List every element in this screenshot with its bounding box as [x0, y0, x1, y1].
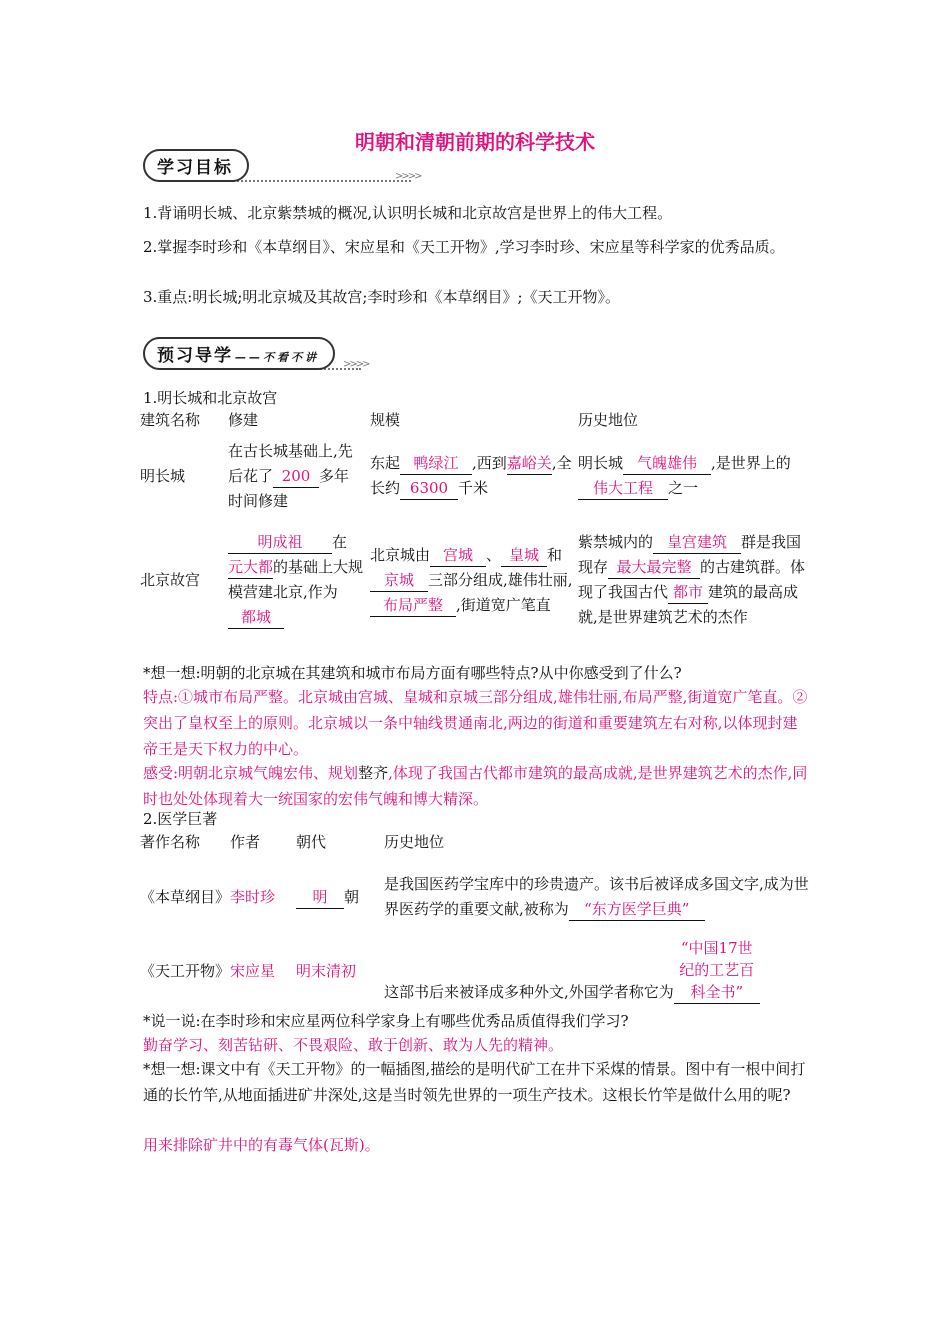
badge-arrows-icon: >>>>	[395, 171, 421, 182]
think2-question: *想一想:课文中有《天工开物》的一幅插图,描绘的是明代矿工在井下采煤的情景。图中有一根中间打通的长竹竿,从地面插进矿井深处,这是当时领先世界的一项生产技术。这根长竹竿是做什么用的呢?	[143, 1060, 806, 1104]
say-question: *说一说:在李时珍和宋应星两位科学家身上有哪些优秀品质值得我们学习?	[143, 1012, 629, 1030]
cell-name: 明长城	[140, 466, 186, 485]
cell-scale: 北京城由 宫城 、 皇城 和京城 三部分组成,雄伟壮丽,布局严整 ,街道宽广笔直	[370, 517, 578, 643]
badge-arrows-icon: >>>>	[343, 359, 369, 370]
section-badge-goals	[143, 148, 433, 182]
goal-item: 2.掌握李时珍和《本草纲目》、宋应星和《天工开物》,学习李时珍、宋应星等科学家的优秀品质。	[143, 238, 785, 256]
page-title: 明朝和清朝前期的科学技术	[355, 130, 595, 154]
table-row	[140, 435, 812, 517]
table-header-row	[140, 830, 812, 857]
col-header: 朝代	[296, 833, 327, 851]
think-question: *想一想:明朝的北京城在其建筑和城市布局方面有哪些特点?从中你感受到了什么?	[143, 664, 682, 682]
part-heading: 2.医学巨著	[143, 810, 218, 828]
table-header-row	[140, 408, 812, 435]
cell-scale: 东起 鸭绿江 ,西到嘉峪关,全长约 6300 千米	[370, 435, 578, 517]
cell-status: 紫禁城内的 皇宫建筑 群是我国现存 最大最完整 的古建筑群。体现了我国古代 都市 建筑的最高成就,是世界建筑艺术的杰作	[578, 533, 806, 626]
cell-status: 是我国医药学宝库中的珍贵遗产。该书后被译成多国文字,成为世界医药学的重要文献,被称为 “东方医学巨典”	[384, 857, 812, 937]
table-row	[140, 937, 812, 1005]
cell-build: 在古长城基础上,先后花了 200 多年时间修建	[228, 441, 353, 510]
say-answer: 勤奋学习、刻苦钻研、不畏艰险、敢于创新、敢为人先的精神。	[143, 1036, 564, 1054]
goal-item: 1.背诵明长城、北京紫禁城的概况,认识明长城和北京故宫是世界上的伟大工程。	[143, 204, 673, 222]
cell-dynasty: 明末清初	[296, 961, 357, 980]
cell-name: 《天工开物》	[140, 961, 231, 980]
think-answer: 特点:①城市布局严整。北京城由宫城、皇城和京城三部分组成,雄伟壮丽,布局严整,街道宽广笔直。②突出了皇权至上的原则。北京城以一条中轴线贯通南北,两边的街道和重要建筑左右对称,以体现封建帝王是天下权力的中心。	[143, 688, 808, 758]
col-header: 历史地位	[578, 411, 639, 429]
badge-label: 学习目标	[143, 149, 249, 182]
goal-item: 3.重点:明长城;明北京城及其故宫;李时珍和《本草纲目》;《天工开物》。	[143, 288, 621, 306]
cell-dynasty: 明 朝	[296, 857, 384, 937]
cell-author: 宋应星	[230, 961, 276, 980]
col-header: 历史地位	[384, 833, 445, 851]
col-header: 规模	[370, 411, 401, 429]
cell-name: 北京故宫	[140, 570, 201, 589]
medicine-table	[140, 830, 812, 1005]
part-heading: 1.明长城和北京故宫	[143, 389, 278, 407]
think2-answer: 用来排除矿井中的有毒气体(瓦斯)。	[143, 1136, 380, 1154]
badge-label: 预习导学 ——不看不讲	[143, 337, 335, 370]
section-badge-preview	[143, 336, 433, 370]
table-row	[140, 517, 812, 643]
cell-status: 这部书后来被译成多种外文,外国学者称它为“中国17世纪的工艺百科全书”	[384, 937, 812, 1005]
col-header: 著作名称	[140, 833, 201, 851]
think-answer-feeling: 感受:明朝北京城气魄宏伟、规划整齐,体现了我国古代都市建筑的最高成就,是世界建筑艺术的杰作,同时也处处体现着大一统国家的宏伟气魄和博大精深。	[143, 764, 808, 808]
col-header: 作者	[230, 833, 261, 851]
cell-status: 明长城 气魄雄伟 ,是世界上的伟大工程 之一	[578, 435, 812, 517]
cell-author: 李时珍	[230, 887, 276, 906]
cell-build: 明成祖 在元大都的基础上大规模营建北京,作为都城	[228, 517, 370, 643]
cell-name: 《本草纲目》	[140, 887, 231, 906]
architecture-table	[140, 408, 812, 643]
col-header: 修建	[228, 411, 259, 429]
col-header: 建筑名称	[140, 411, 201, 429]
table-row	[140, 857, 812, 937]
